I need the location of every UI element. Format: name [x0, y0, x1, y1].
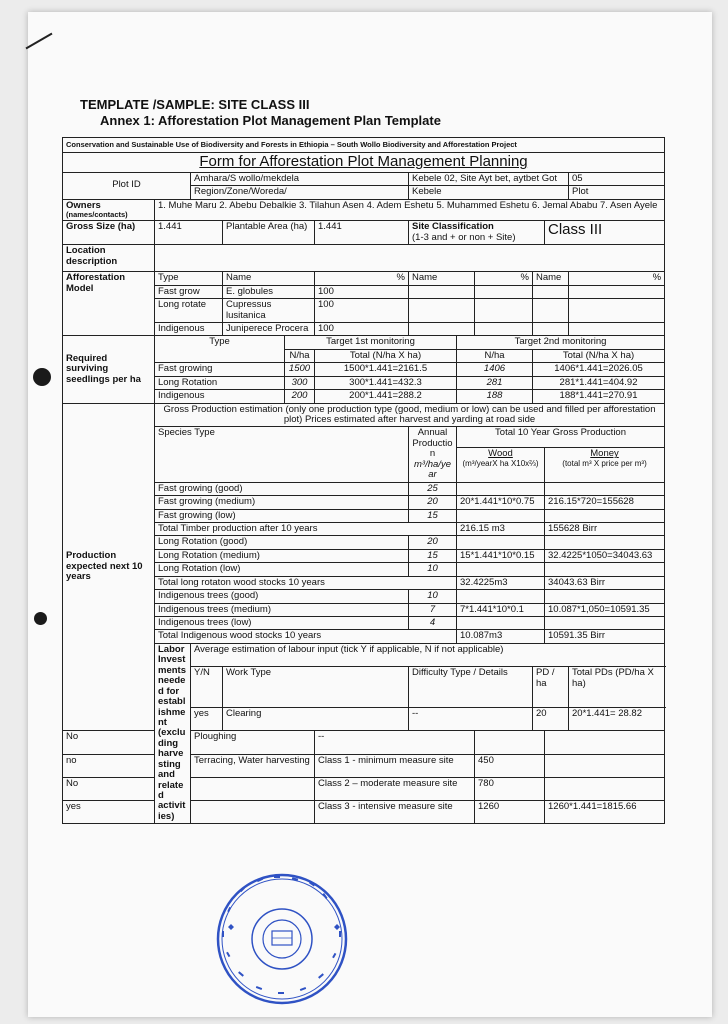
labor-work [191, 801, 315, 824]
plot-number: 05 [569, 172, 665, 185]
model-pct-header: % [315, 272, 409, 285]
labor-row [63, 754, 665, 777]
seedling-total1: 1500*1.441=2161.5 [315, 363, 457, 376]
site-classification-hint: (1-3 and + or non + Site) [412, 231, 516, 243]
model-name-header-2: Name [409, 272, 475, 285]
labor-work: Terracing, Water harvesting [191, 754, 315, 777]
money-unit: (total m³ X price per m³) [562, 458, 647, 468]
money-header: Money [590, 448, 619, 460]
seedling-n2: 281 [457, 376, 533, 389]
production-total-money: 10591.35 Birr [545, 630, 665, 643]
project-row [63, 138, 665, 153]
seedling-n1: 1500 [285, 363, 315, 376]
total-gross-production-header: Total 10 Year Gross Production [457, 427, 665, 448]
plot-id-label: Plot ID [63, 172, 191, 199]
production-money [545, 563, 665, 576]
production-annual: 10 [409, 590, 457, 603]
total-pds-header: Total PDs (PD/ha X ha) [569, 667, 665, 708]
production-species: Fast growing (low) [155, 509, 409, 522]
seedling-total2: 281*1.441=404.92 [533, 376, 665, 389]
production-species: Indigenous trees (low) [155, 617, 409, 630]
seedling-type: Fast growing [155, 363, 285, 376]
model-pct: 100 [315, 322, 409, 335]
gross-size-value: 1.441 [155, 221, 223, 245]
labor-total: 1260*1.441=1815.66 [545, 801, 665, 824]
n-ha-header-2: N/ha [457, 349, 533, 362]
production-species: Long Rotation (low) [155, 563, 409, 576]
production-total-money: 34043.63 Birr [545, 576, 665, 589]
labor-yn: no [63, 754, 155, 777]
production-total-label: Total Indigenous wood stocks 10 years [155, 630, 457, 643]
afforestation-model-label: Afforestation Model [63, 272, 155, 336]
production-species: Fast growing (good) [155, 482, 409, 495]
model-type: Indigenous [155, 322, 223, 335]
punch-hole-top [33, 368, 51, 386]
owners-list: 1. Muhe Maru 2. Abebu Debalkie 3. Tilahun Asen 4. Adem Eshetu 5. Muhammed Eshetu 6. Jemal Ababu 7. Asen Ayele [155, 199, 665, 221]
model-species: Cupressus lusitanica [223, 299, 315, 323]
production-annual: 25 [409, 482, 457, 495]
production-total-money: 155628 Birr [545, 522, 665, 535]
target-1-header: Target 1st monitoring [285, 336, 457, 349]
production-money [545, 509, 665, 522]
model-species: E. globules [223, 285, 315, 298]
labor-note: Average estimation of labour input (tick Y if applicable, N if not applicable) [191, 643, 665, 666]
production-species: Long Rotation (good) [155, 536, 409, 549]
project-name: Conservation and Sustainable Use of Biodiversity and Forests in Ethiopia – South Wollo Biodiversity and Afforestation Project [63, 138, 665, 153]
labor-pd: 1260 [475, 801, 545, 824]
production-total-label: Total Timber production after 10 years [155, 522, 457, 535]
plot-label: Plot [569, 186, 665, 199]
total-header-2: Total (N/ha X ha) [533, 349, 665, 362]
plantable-area-label: Plantable Area (ha) [223, 221, 315, 245]
labor-row [63, 801, 665, 824]
production-annual: 7 [409, 603, 457, 616]
labor-difficulty: Class 2 – moderate measure site [315, 777, 475, 800]
seedling-total1: 200*1.441=288.2 [315, 390, 457, 403]
model-pct-header-3: % [569, 272, 665, 285]
production-annual: 15 [409, 549, 457, 562]
production-label: Production expected next 10 years [63, 403, 155, 731]
official-stamp [212, 869, 352, 1009]
production-annual: 20 [409, 536, 457, 549]
labor-pd [475, 731, 545, 754]
production-species: Long Rotation (medium) [155, 549, 409, 562]
production-money: 10.087*1,050=10591.35 [545, 603, 665, 616]
labor-total [545, 777, 665, 800]
n-ha-header: N/ha [285, 349, 315, 362]
location-value [155, 245, 665, 272]
labor-yn: yes [191, 708, 223, 731]
labor-difficulty: Class 1 - minimum measure site [315, 754, 475, 777]
production-wood [457, 617, 545, 630]
total-header: Total (N/ha X ha) [315, 349, 457, 362]
target-2-header: Target 2nd monitoring [457, 336, 665, 349]
seedling-total2: 1406*1.441=2026.05 [533, 363, 665, 376]
labor-row [63, 777, 665, 800]
seedling-total2: 188*1.441=270.91 [533, 390, 665, 403]
region-value: Amhara/S wollo/mekdela [191, 172, 409, 185]
owners-title: Owners [66, 199, 101, 211]
model-pct: 100 [315, 285, 409, 298]
labor-difficulty: Class 3 - intensive measure site [315, 801, 475, 824]
labor-yn: yes [63, 801, 155, 824]
seedling-type: Long Rotation [155, 376, 285, 389]
production-money [545, 536, 665, 549]
labor-yn: No [63, 777, 155, 800]
labor-total [545, 731, 665, 754]
model-type-header: Type [155, 272, 223, 285]
owners-sublabel: (names/contacts) [66, 210, 128, 220]
production-total-label: Total long rotaton wood stocks 10 years [155, 576, 457, 589]
production-total-wood: 216.15 m3 [457, 522, 545, 535]
production-wood [457, 482, 545, 495]
production-money [545, 482, 665, 495]
production-total-wood: 10.087m3 [457, 630, 545, 643]
seedling-type: Indigenous [155, 390, 285, 403]
labor-pd: 780 [475, 777, 545, 800]
model-type: Long rotate [155, 299, 223, 323]
production-money: 32.4225*1050=34043.63 [545, 549, 665, 562]
difficulty-header: Difficulty Type / Details [409, 667, 533, 708]
labor-work: Clearing [223, 708, 409, 731]
production-wood: 7*1.441*10*0.1 [457, 603, 545, 616]
production-species: Indigenous trees (good) [155, 590, 409, 603]
gross-size-label: Gross Size (ha) [63, 221, 155, 245]
production-money [545, 590, 665, 603]
labor-row [63, 731, 665, 754]
annual-production-unit: m³/ha/year [414, 458, 451, 481]
model-name-header-3: Name [533, 272, 569, 285]
kebele-value: Kebele 02, Site Ayt bet, aytbet Got [409, 172, 569, 185]
annex-heading: Annex 1: Afforestation Plot Management Plan Template [100, 113, 441, 128]
labor-pd: 20 [533, 708, 569, 731]
seedling-total1: 300*1.441=432.3 [315, 376, 457, 389]
production-wood: 20*1.441*10*0.75 [457, 496, 545, 509]
seedlings-type-header: Type [155, 336, 285, 363]
production-annual: 10 [409, 563, 457, 576]
labor-work [191, 777, 315, 800]
wood-unit: (m³/yearX ha X10x⅔) [462, 458, 539, 468]
production-wood [457, 563, 545, 576]
production-species: Indigenous trees (medium) [155, 603, 409, 616]
seedling-n1: 200 [285, 390, 315, 403]
seedling-n1: 300 [285, 376, 315, 389]
form-title: Form for Afforestation Plot Management Planning [63, 153, 665, 173]
owners-label [63, 199, 155, 221]
labor-label: Labor Investments needed for establishment (excluding harvesting and related activities) [155, 643, 191, 823]
production-wood [457, 509, 545, 522]
site-classification-label: Site Classification [412, 221, 494, 233]
plantable-area-value: 1.441 [315, 221, 409, 245]
region-label: Region/Zone/Woreda/ [191, 186, 409, 199]
template-heading: TEMPLATE /SAMPLE: SITE CLASS III [80, 97, 310, 112]
labor-total: 20*1.441= 28.82 [569, 708, 665, 731]
labor-work: Ploughing [191, 731, 315, 754]
model-pct: 100 [315, 299, 409, 323]
annual-production-header: Annual Production [412, 427, 453, 460]
species-type-header: Species Type [155, 427, 409, 482]
pd-ha-header: PD / ha [533, 667, 569, 708]
model-species: Juniperece Procera [223, 322, 315, 335]
production-species: Fast growing (medium) [155, 496, 409, 509]
model-name-header: Name [223, 272, 315, 285]
location-label: Location description [63, 245, 155, 272]
production-money [545, 617, 665, 630]
punch-hole-bottom [34, 612, 47, 625]
production-money: 216.15*720=155628 [545, 496, 665, 509]
labor-yn: No [63, 731, 155, 754]
labor-total [545, 754, 665, 777]
production-annual: 15 [409, 509, 457, 522]
model-type: Fast grow [155, 285, 223, 298]
labor-difficulty: -- [409, 708, 533, 731]
production-annual: 4 [409, 617, 457, 630]
production-wood: 15*1.441*10*0.15 [457, 549, 545, 562]
production-annual: 20 [409, 496, 457, 509]
production-wood [457, 536, 545, 549]
work-type-header: Work Type [223, 667, 409, 708]
labor-pd: 450 [475, 754, 545, 777]
seedlings-label: Required surviving seedlings per ha [63, 336, 155, 403]
seedling-n2: 1406 [457, 363, 533, 376]
production-wood [457, 590, 545, 603]
kebele-label: Kebele [409, 186, 569, 199]
yn-header: Y/N [191, 667, 223, 708]
production-total-wood: 32.4225m3 [457, 576, 545, 589]
model-pct-header-2: % [475, 272, 533, 285]
plot-management-form [62, 137, 665, 824]
labor-difficulty: -- [315, 731, 475, 754]
wood-header: Wood [488, 448, 513, 460]
seedling-n2: 188 [457, 390, 533, 403]
form-title-row [63, 153, 665, 173]
site-class-value: Class III [545, 221, 665, 245]
production-note: Gross Production estimation (only one production type (good, medium or low) can be used and filled per afforestation plot) Prices estimated after harvest and yarding at road side [155, 403, 665, 427]
